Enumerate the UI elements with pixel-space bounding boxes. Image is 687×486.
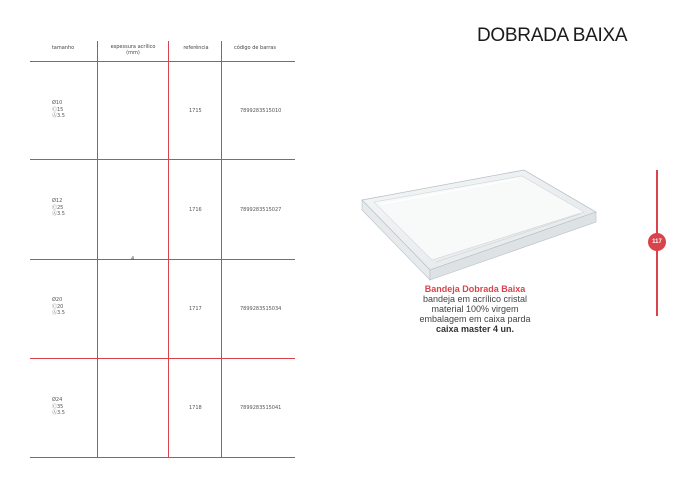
product-description — [395, 284, 555, 334]
row-3-dims: Ø20 Ⓒ20 Ⓐ3.5 — [52, 297, 65, 316]
column-divider — [97, 41, 98, 457]
column-divider — [221, 41, 222, 457]
product-name: Bandeja Dobrada Baixa — [424, 284, 526, 294]
acrylic-tray-image — [352, 162, 602, 282]
row-1-reference: 1715 — [189, 108, 202, 114]
table-bottom-line — [30, 457, 295, 458]
row-2-dims: Ø12 Ⓒ25 Ⓐ3.5 — [52, 198, 65, 217]
page-number-badge: 117 — [648, 233, 666, 251]
page-title: DOBRADA BAIXA — [477, 25, 628, 46]
row-4-barcode: 7899283515041 — [240, 405, 282, 411]
row-1-barcode: 7899283515010 — [240, 108, 282, 114]
row-2-reference: 1716 — [189, 207, 202, 213]
product-packaging: embalagem em caixa parda — [419, 314, 531, 324]
row-4-dims: Ø24 Ⓒ35 Ⓐ3.5 — [52, 397, 65, 416]
header-thickness: espessura acrílico (mm) — [110, 44, 156, 56]
product-master-box: caixa master 4 un. — [435, 324, 515, 334]
row-divider — [30, 159, 295, 160]
row-3-reference: 1717 — [189, 306, 202, 312]
header-reference: referência — [183, 45, 209, 51]
thickness-value: 4 — [131, 256, 135, 262]
row-1-dims: Ø10 Ⓒ15 Ⓐ3.5 — [52, 100, 65, 119]
header-barcode: código de barras — [234, 45, 276, 51]
row-2-barcode: 7899283515027 — [240, 207, 282, 213]
product-material: bandeja em acrílico cristal — [422, 294, 528, 304]
product-material-purity: material 100% virgem — [431, 304, 519, 314]
row-4-reference: 1718 — [189, 405, 202, 411]
table-header-line — [30, 61, 295, 62]
header-size: tamanho — [51, 45, 75, 51]
row-3-barcode: 7899283515034 — [240, 306, 282, 312]
row-divider — [30, 358, 295, 359]
row-divider — [30, 259, 295, 260]
column-divider — [168, 41, 169, 457]
